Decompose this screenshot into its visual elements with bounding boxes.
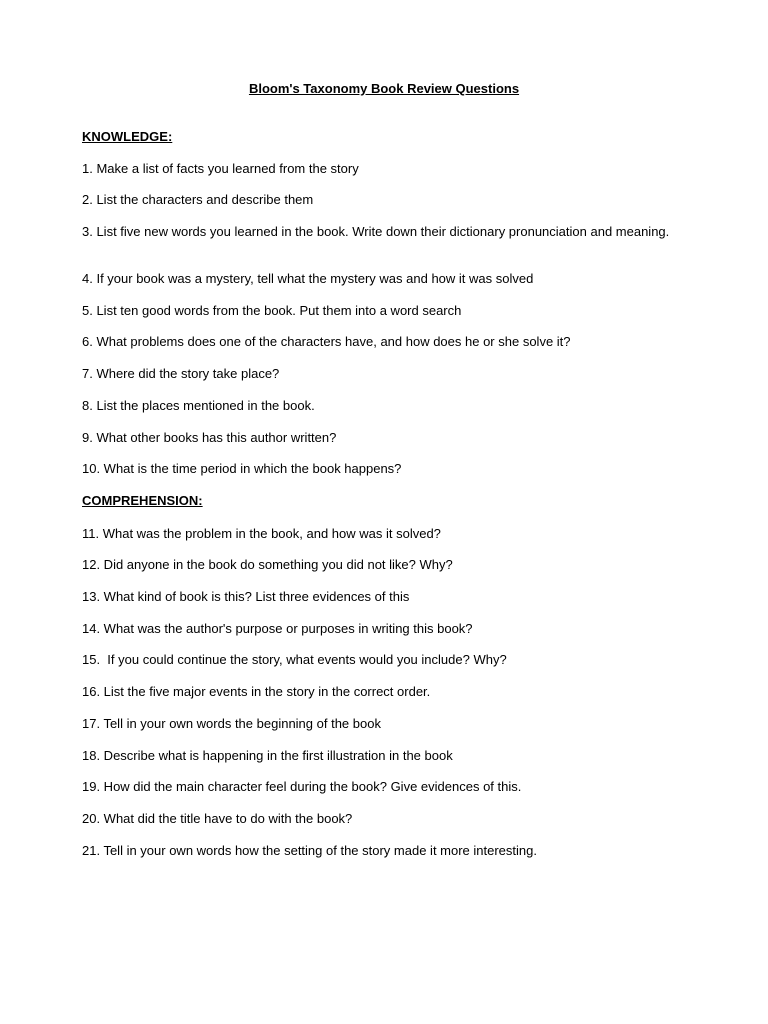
question-18: 18. Describe what is happening in the first illustration in the book (82, 748, 453, 763)
question-11: 11. What was the problem in the book, and how was it solved? (82, 526, 441, 541)
question-16: 16. List the five major events in the story in the correct order. (82, 684, 431, 699)
question-10: 10. What is the time period in which the book happens? (82, 461, 402, 476)
question-14: 14. What was the author's purpose or purposes in writing this book? (82, 621, 473, 636)
question-6: 6. What problems does one of the characters have, and how does he or she solve it? (82, 334, 571, 349)
question-3: 3. List five new words you learned in the book. Write down their dictionary pronunciation and meaning. (82, 224, 670, 239)
question-9: 9. What other books has this author written? (82, 430, 337, 445)
question-2: 2. List the characters and describe them (82, 192, 314, 207)
question-21: 21. Tell in your own words how the setting of the story made it more interesting. (82, 843, 537, 858)
question-8: 8. List the places mentioned in the book. (82, 398, 315, 413)
question-7: 7. Where did the story take place? (82, 366, 280, 381)
question-15: 15. If you could continue the story, what events would you include? Why? (82, 652, 507, 667)
question-17: 17. Tell in your own words the beginning of the book (82, 716, 381, 731)
document-title: Bloom's Taxonomy Book Review Questions (248, 81, 520, 96)
question-4: 4. If your book was a mystery, tell what the mystery was and how it was solved (82, 271, 534, 286)
question-5: 5. List ten good words from the book. Put them into a word search (82, 303, 462, 318)
question-20: 20. What did the title have to do with the book? (82, 811, 353, 826)
question-1: 1. Make a list of facts you learned from the story (82, 161, 359, 176)
question-13: 13. What kind of book is this? List three evidences of this (82, 589, 410, 604)
question-12: 12. Did anyone in the book do something you did not like? Why? (82, 557, 453, 572)
question-19: 19. How did the main character feel during the book? Give evidences of this. (82, 779, 522, 794)
section-heading-comprehension: COMPREHENSION: (82, 493, 203, 508)
section-heading-knowledge: KNOWLEDGE: (82, 129, 173, 144)
